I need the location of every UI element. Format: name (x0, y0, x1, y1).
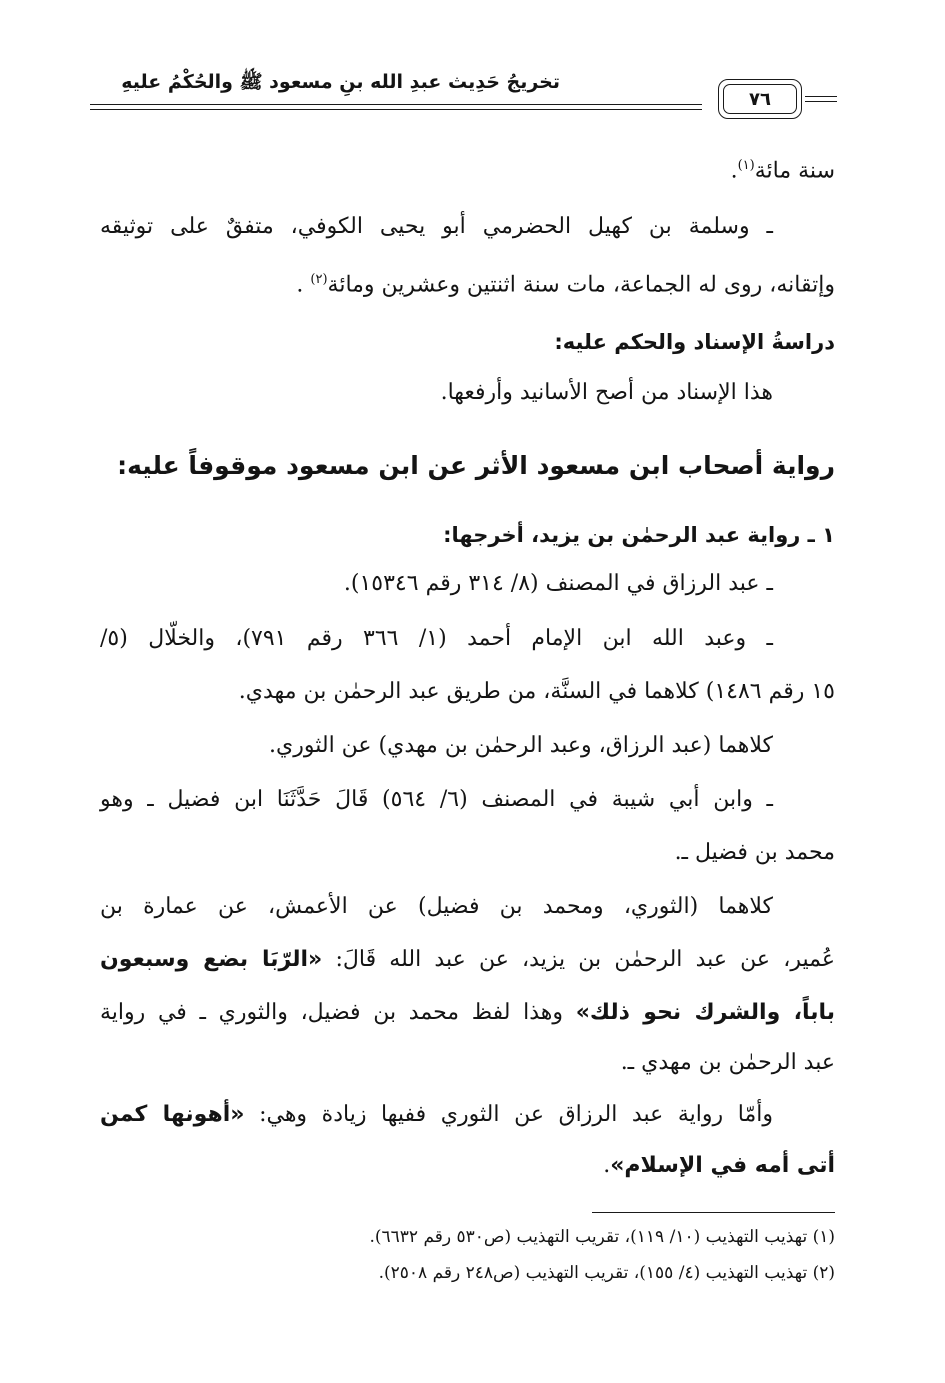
text-line: كلاهما (عبد الرزاق، وعبد الرحمٰن بن مهدي) عن الثوري. (269, 733, 773, 758)
page-number: ٧٦ (723, 84, 797, 114)
chapter-heading: رواية أصحاب ابن مسعود الأثر عن ابن مسعود موقوفاً عليه: (117, 451, 835, 480)
text-line: وإتقانه، روى له الجماعة، مات سنة اثنتين وعشرين ومائة$^{(٢)}$ . (296, 272, 835, 298)
running-header-title: تخريجُ حَدِيث عبدِ الله بنِ مسعود ﷺ والحُكْمُ عليهِ (121, 71, 560, 93)
text-line: ـ وسلمة بن كهيل الحضرمي أبو يحيى الكوفي، متفقٌ على توثيقه (100, 214, 773, 239)
header-rule (90, 104, 702, 105)
text-line: عبد الرحمٰن بن مهدي ـ. (620, 1050, 835, 1075)
text-line: ـ وعبد الله ابن الإمام أحمد (١/ ٣٦٦ رقم ٧٩١)، والخلّال (٥/ (100, 626, 773, 651)
quoted-addition: أتى أمه في الإسلام» (610, 1153, 835, 1178)
text-line: ١٥ رقم ١٤٨٦) كلاهما في السنَّة، من طريق عبد الرحمٰن بن مهدي. (238, 679, 835, 704)
quoted-addition: «أهونها كمن (100, 1102, 245, 1127)
page-number-frame (718, 79, 802, 119)
quoted-hadith: باباً، والشرك نحو ذلك» (575, 1000, 835, 1025)
text-line: كلاهما (الثوري، ومحمد بن فضيل) عن الأعمش، عن عمارة بن (100, 894, 773, 919)
header-rule (90, 109, 702, 110)
section-heading: دراسةُ الإسناد والحكم عليه: (554, 330, 835, 354)
subsection-heading: ١ ـ رواية عبد الرحمٰن بن يزيد، أخرجها: (443, 523, 835, 547)
text-line: ـ وابن أبي شيبة في المصنف (٦/ ٥٦٤) قَالَ حَدَّثَنَا ابن فضيل ـ وهو (100, 787, 773, 812)
text-line: هذا الإسناد من أصح الأسانيد وأرفعها. (440, 380, 773, 405)
footnote-separator (592, 1212, 835, 1213)
text-line: أتى أمه في الإسلام». (603, 1153, 835, 1178)
quoted-hadith: «الرّبَا بضع وسبعون (100, 947, 323, 972)
footnote: (١) تهذيب التهذيب (١٠/ ١١٩)، تقريب التهذيب (ص٥٣٠ رقم ٦٦٣٢). (369, 1227, 835, 1247)
header-rule (805, 96, 837, 97)
text-line: باباً، والشرك نحو ذلك» وهذا لفظ محمد بن فضيل، والثوري ـ في رواية (100, 1000, 835, 1025)
footnote: (٢) تهذيب التهذيب (٤/ ١٥٥)، تقريب التهذيب (ص٢٤٨ رقم ٢٥٠٨). (378, 1263, 835, 1283)
text-line: محمد بن فضيل ـ. (674, 840, 835, 865)
text-line: وأمّا رواية عبد الرزاق عن الثوري ففيها زيادة وهي: «أهونها كمن (100, 1102, 773, 1127)
footnote-ref: (٢) (310, 272, 328, 287)
footnote-ref: (١) (737, 158, 755, 173)
text-line: عُمير، عن عبد الرحمٰن بن يزيد، عن عبد الله قَالَ: «الرّبَا بضع وسبعون (100, 947, 835, 972)
header-rule (805, 101, 837, 102)
text-line: سنة مائة$^{(١)}$. (730, 158, 835, 184)
text-line: ـ عبد الرزاق في المصنف (٨/ ٣١٤ رقم ١٥٣٤٦). (343, 571, 773, 596)
